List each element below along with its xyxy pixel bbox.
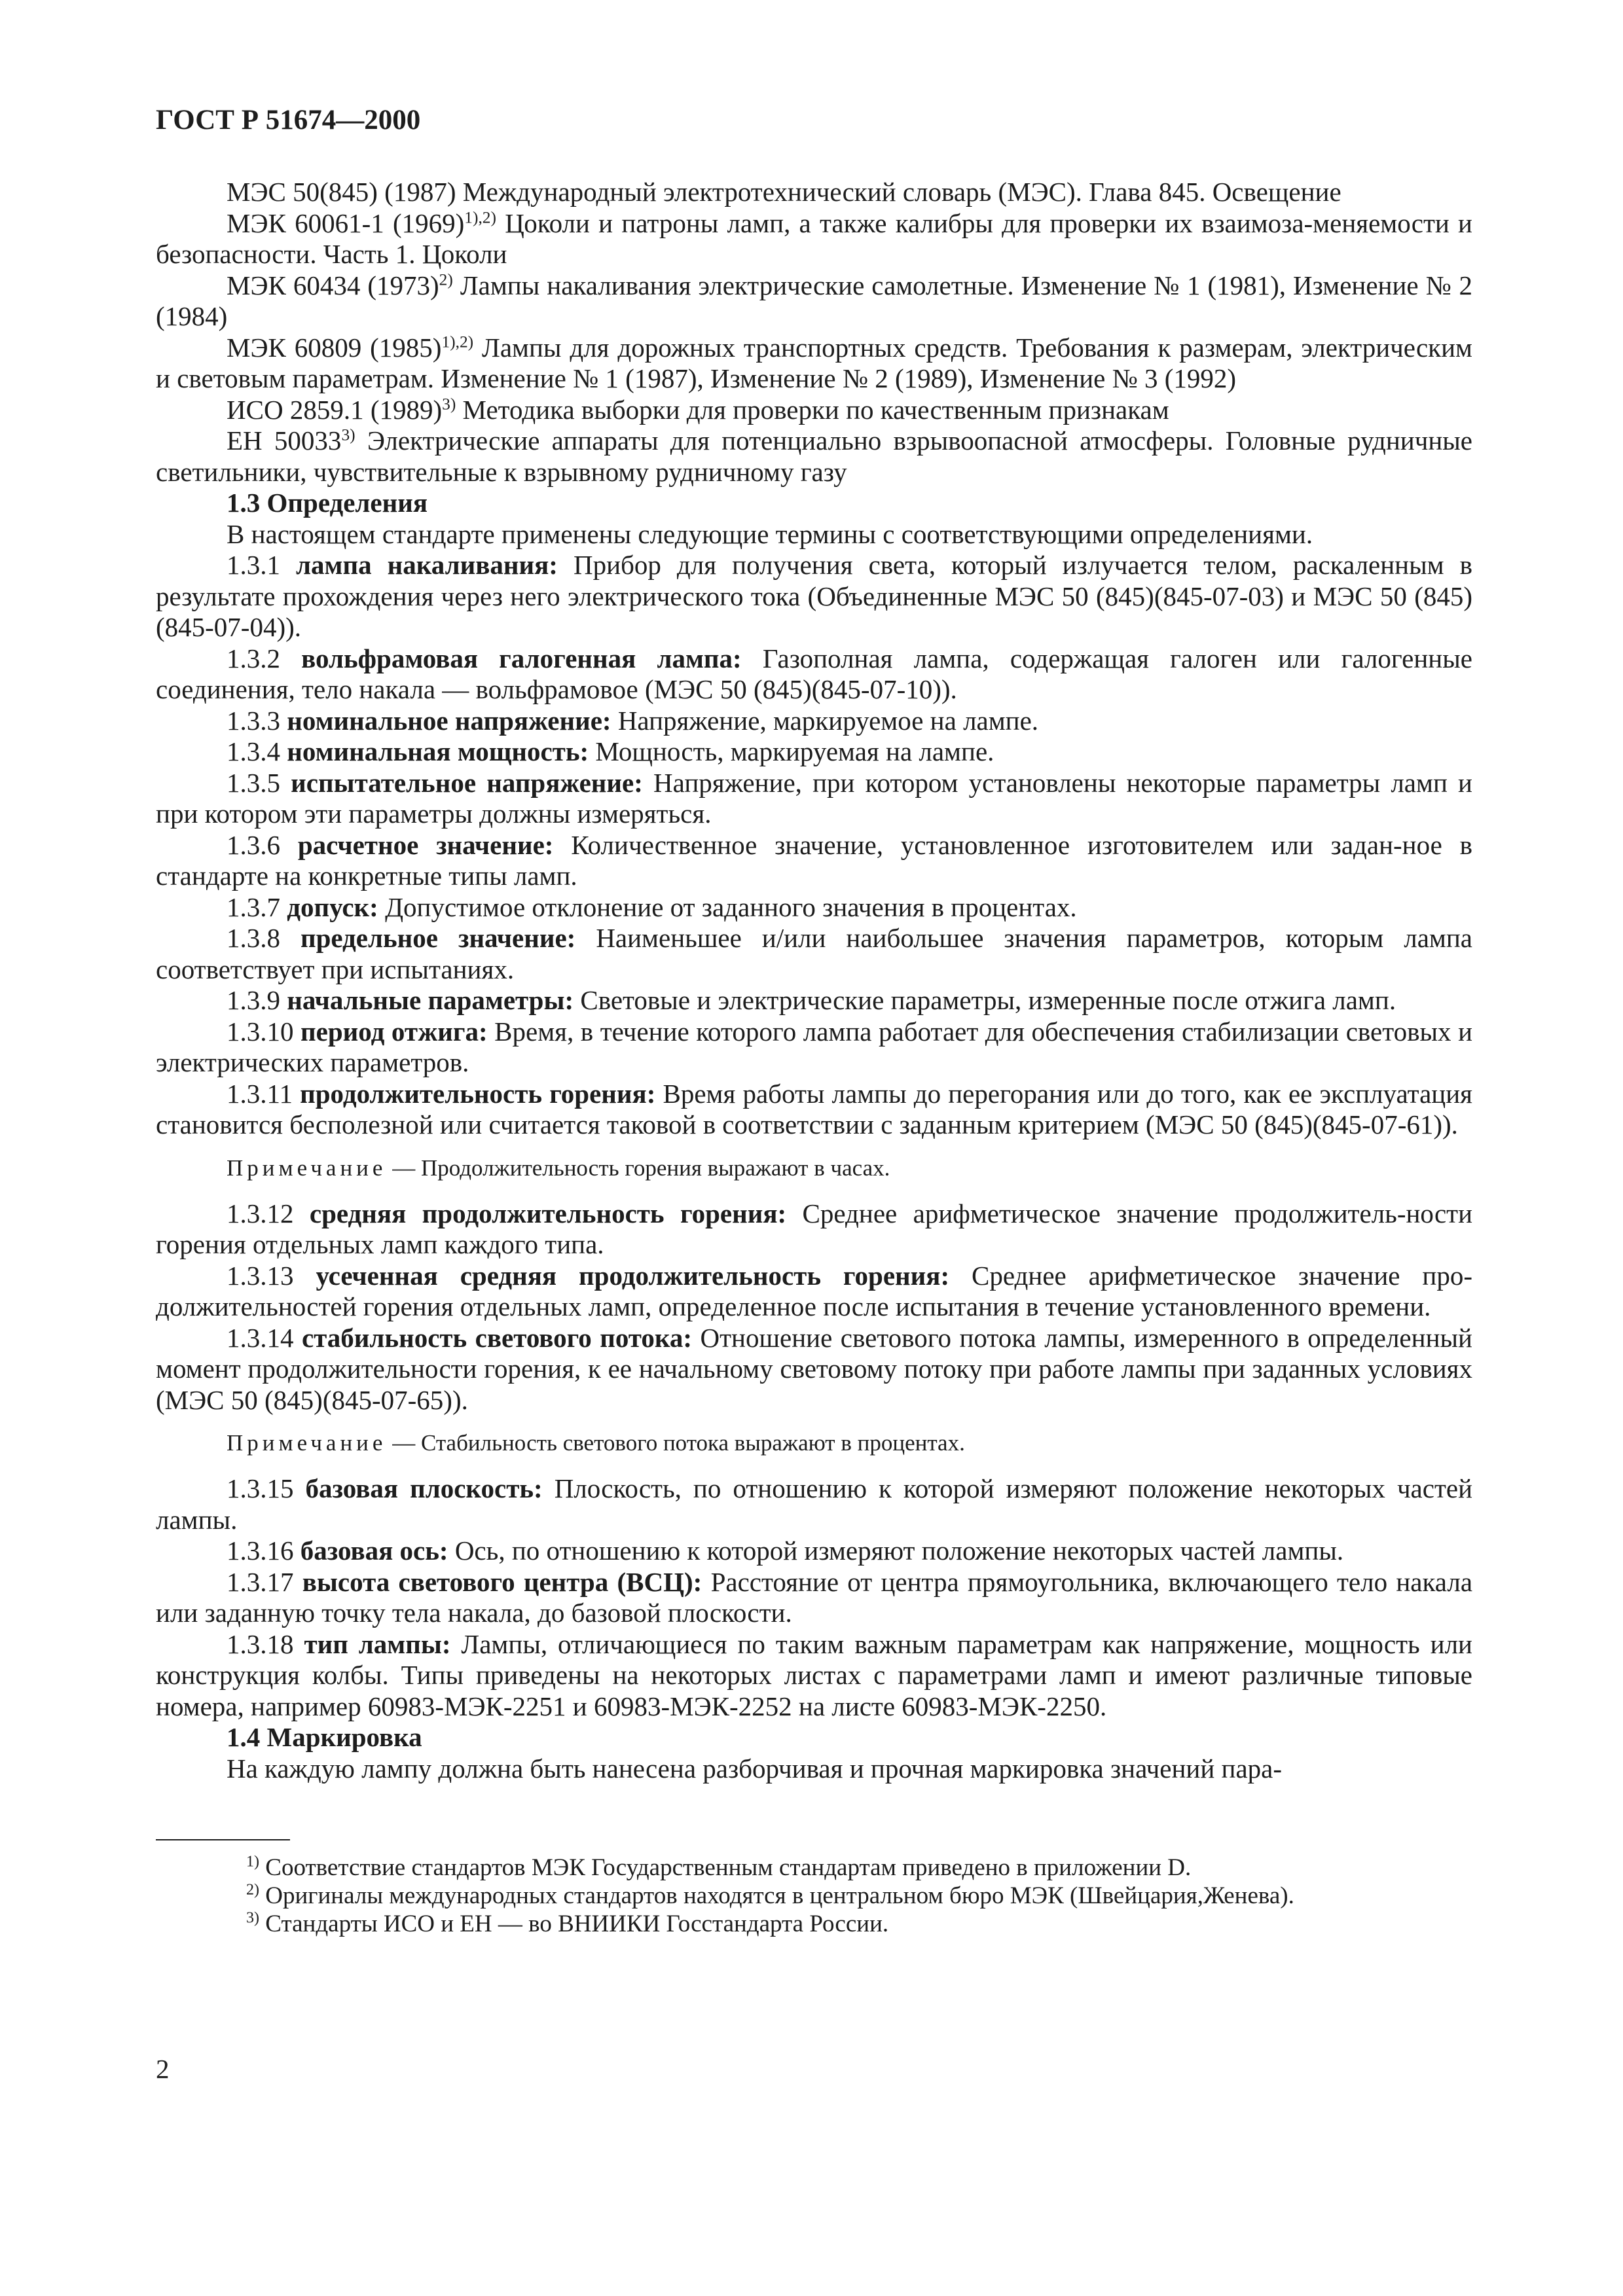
definition-text: Время, в течение которого лампа работает для обеспечения стабилизации световых и электрических параметров. bbox=[156, 1016, 1473, 1077]
definition-term: базовая ось: bbox=[300, 1535, 448, 1566]
reference-code: МЭК 60061-1 (1969) bbox=[227, 207, 465, 238]
definition-term: допуск: bbox=[287, 891, 378, 922]
definition-text: Среднее арифметическое значение про-должительностей горения отдельных ламп, определенное после испытания в течение установленного времени. bbox=[156, 1260, 1473, 1321]
definition-term: расчетное значение: bbox=[297, 829, 554, 860]
footnote-text: Стандарты ИСО и ЕН — во ВНИИКИ Госстандарта России. bbox=[259, 1910, 889, 1937]
definition-item bbox=[156, 923, 1472, 985]
reference-code: МЭС 50(845) (1987) bbox=[227, 177, 456, 207]
definition-item bbox=[156, 1629, 1472, 1723]
section-text: На каждую лампу должна быть нанесена разборчивая и прочная маркировка значений пара- bbox=[227, 1753, 1283, 1784]
definition-number: 1.3.10 bbox=[227, 1016, 294, 1047]
definition-item bbox=[156, 1261, 1472, 1323]
definition-number: 1.3.16 bbox=[227, 1535, 294, 1566]
definition-term: испытательное напряжение: bbox=[291, 767, 643, 798]
footnote-mark: 3) bbox=[246, 1909, 260, 1927]
note bbox=[156, 1429, 1472, 1458]
definition-term: предельное значение: bbox=[300, 923, 576, 953]
definition-item bbox=[156, 1567, 1472, 1629]
definition-text: Время работы лампы до перегорания или до того, как ее эксплуатация становится бесполезной или считается таковой в соответствии с заданным критерием (МЭС 50 (845)(845-07-61)). bbox=[156, 1078, 1473, 1139]
definition-item bbox=[156, 1016, 1472, 1079]
definition-text: Лампы, отличающиеся по таким важным параметрам как напряжение, мощность или конструкция колбы. Типы приведены на некоторых листах с параметрами ламп и имеют различные типовые номера, например 60983-МЭК-2251 и 60983-МЭК-2252 на листе 60983-МЭК-2250. bbox=[156, 1628, 1472, 1721]
definition-item bbox=[156, 830, 1472, 892]
definition-term: стабильность светового потока: bbox=[301, 1322, 693, 1353]
definition-number: 1.3.15 bbox=[227, 1473, 294, 1503]
reference-code: ИСО 2859.1 (1989) bbox=[227, 394, 443, 425]
reference-title: Цоколи и патроны ламп, а также калибры для проверки их взаимоза-меняемости и безопасности. Часть 1. Цоколи bbox=[156, 207, 1472, 269]
reference-item bbox=[156, 270, 1472, 332]
definition-item bbox=[156, 1323, 1472, 1416]
reference-item bbox=[156, 177, 1472, 208]
footnote bbox=[156, 1854, 1472, 1882]
definition-number: 1.3.18 bbox=[227, 1628, 294, 1659]
footnote-text: Оригиналы международных стандартов находятся в центральном бюро МЭК (Швейцария,Женева). bbox=[259, 1882, 1294, 1909]
definition-term: усеченная средняя продолжительность горения: bbox=[316, 1260, 950, 1291]
definition-number: 1.3.9 bbox=[227, 985, 280, 1015]
footnote-ref: 1),2) bbox=[441, 332, 474, 351]
reference-title: Международный электротехнический словарь (МЭС). Глава 845. Освещение bbox=[456, 177, 1341, 207]
definition-item bbox=[156, 985, 1472, 1016]
definition-number: 1.3.17 bbox=[227, 1566, 294, 1597]
definition-item bbox=[156, 550, 1472, 643]
definition-text: Отношение светового потока лампы, измеренного в определенный момент продолжительности горения, к ее начальному световому потоку при работе лампы при заданных условиях (МЭС 50 (845)(845-07-65)). bbox=[156, 1322, 1472, 1415]
section-heading: 1.3 Определения bbox=[227, 488, 428, 518]
footnote bbox=[156, 1882, 1472, 1910]
references-list bbox=[156, 177, 1472, 488]
definition-term: средняя продолжительность горения: bbox=[309, 1198, 787, 1229]
section-heading: 1.4 Маркировка bbox=[227, 1722, 422, 1752]
reference-item bbox=[156, 395, 1472, 426]
footnote-text: Соответствие стандартов МЭК Государственным стандартам приведено в приложении D. bbox=[259, 1854, 1192, 1881]
definitions-list bbox=[156, 550, 1472, 1722]
definition-term: период отжига: bbox=[301, 1016, 488, 1047]
note-text: — Продолжительность горения выражают в часах. bbox=[386, 1155, 890, 1181]
definition-term: номинальная мощность: bbox=[287, 736, 589, 766]
definition-number: 1.3.4 bbox=[227, 736, 280, 766]
definition-item bbox=[156, 768, 1472, 830]
reference-code: МЭК 60809 (1985) bbox=[227, 332, 442, 363]
definition-text: Напряжение, маркируемое на лампе. bbox=[611, 705, 1039, 736]
definition-item bbox=[156, 892, 1472, 924]
definition-term: продолжительность горения: bbox=[300, 1078, 656, 1109]
definition-item bbox=[156, 1473, 1472, 1535]
footnote-ref: 2) bbox=[439, 270, 453, 289]
reference-code: ЕН 50033 bbox=[227, 425, 342, 456]
note-text: — Стабильность светового потока выражают в процентах. bbox=[386, 1430, 965, 1456]
reference-title: Электрические аппараты для потенциально взрывоопасной атмосферы. Головные рудничные светильники, чувствительные к взрывному рудничному газу bbox=[156, 425, 1473, 487]
document-header: ГОСТ Р 51674—2000 bbox=[156, 105, 421, 135]
definition-number: 1.3.6 bbox=[227, 829, 280, 860]
reference-item bbox=[156, 425, 1472, 488]
definition-text: Плоскость, по отношению к которой измеряют положение некоторых частей лампы. bbox=[156, 1473, 1473, 1535]
definition-term: тип лампы: bbox=[304, 1628, 451, 1659]
footnote-ref: 3) bbox=[442, 394, 456, 413]
note bbox=[156, 1154, 1472, 1183]
definition-text: Расстояние от центра прямоугольника, включающего тело накала или заданную точку тела накала, до базовой плоскости. bbox=[156, 1566, 1473, 1628]
definition-number: 1.3.11 bbox=[227, 1078, 293, 1109]
definition-number: 1.3.1 bbox=[227, 550, 280, 580]
definition-text: Наименьшее и/или наибольшее значения параметров, которым лампа соответствует при испытаниях. bbox=[156, 923, 1472, 984]
definition-number: 1.3.12 bbox=[227, 1198, 294, 1229]
definition-text: Среднее арифметическое значение продолжитель-ности горения отдельных ламп каждого типа. bbox=[156, 1198, 1473, 1259]
footnote-mark: 2) bbox=[246, 1881, 260, 1899]
definition-item bbox=[156, 706, 1472, 737]
definition-text: Газополная лампа, содержащая галоген или галогенные соединения, тело накала — вольфрамовое (МЭС 50 (845)(845-07-10)). bbox=[156, 643, 1472, 704]
footnotes bbox=[156, 1854, 1472, 1938]
definition-term: начальные параметры: bbox=[287, 985, 574, 1015]
reference-title: Методика выборки для проверки по качественным признакам bbox=[456, 394, 1169, 425]
definition-number: 1.3.14 bbox=[227, 1322, 294, 1353]
reference-title: Лампы накаливания электрические самолетные. Изменение № 1 (1981), Изменение № 2 (1984) bbox=[156, 270, 1472, 331]
definition-text: Напряжение, при котором установлены некоторые параметры ламп и при котором эти параметры должны измеряться. bbox=[156, 767, 1473, 829]
note-label: Примечание bbox=[227, 1155, 387, 1181]
definition-number: 1.3.13 bbox=[227, 1260, 294, 1291]
section-intro: В настоящем стандарте применены следующие термины с соответствующими определениями. bbox=[227, 518, 1313, 549]
footnote-ref: 1),2) bbox=[464, 207, 496, 226]
definition-item bbox=[156, 643, 1472, 706]
definition-text: Прибор для получения света, который излучается телом, раскаленным в результате прохождения через него электрического тока (Объединенные МЭС 50 (845)(845-07-03) и МЭС 50 (845)(845-07-04)). bbox=[156, 550, 1472, 642]
definition-item bbox=[156, 1198, 1472, 1261]
definition-term: вольфрамовая галогенная лампа: bbox=[301, 643, 742, 673]
definition-number: 1.3.2 bbox=[227, 643, 280, 673]
reference-title: Лампы для дорожных транспортных средств. Требования к размерам, электрическим и световым параметрам. Изменение № 1 (1987), Изменение № 2 (1989), Изменение № 3 (1992) bbox=[156, 332, 1472, 393]
definition-item bbox=[156, 1535, 1472, 1567]
reference-code: МЭК 60434 (1973) bbox=[227, 270, 439, 300]
definition-number: 1.3.7 bbox=[227, 891, 280, 922]
footnote bbox=[156, 1910, 1472, 1938]
footnote-ref: 3) bbox=[341, 425, 356, 444]
definition-number: 1.3.3 bbox=[227, 705, 280, 736]
definition-term: высота светового центра (ВСЦ): bbox=[302, 1566, 702, 1597]
definition-number: 1.3.5 bbox=[227, 767, 280, 798]
reference-item bbox=[156, 332, 1472, 395]
definition-number: 1.3.8 bbox=[227, 923, 280, 953]
footnote-mark: 1) bbox=[246, 1853, 260, 1871]
note-label: Примечание bbox=[227, 1430, 387, 1456]
definition-item bbox=[156, 736, 1472, 768]
definition-term: базовая плоскость: bbox=[305, 1473, 543, 1503]
definition-item bbox=[156, 1079, 1472, 1141]
definition-text: Мощность, маркируемая на лампе. bbox=[589, 736, 994, 766]
definition-term: лампа накаливания: bbox=[296, 550, 558, 580]
reference-item bbox=[156, 208, 1472, 270]
definition-text: Световые и электрические параметры, измеренные после отжига ламп. bbox=[574, 985, 1396, 1015]
definition-text: Ось, по отношению к которой измеряют положение некоторых частей лампы. bbox=[448, 1535, 1344, 1566]
definition-text: Количественное значение, установленное изготовителем или задан-ное в стандарте на конкретные типы ламп. bbox=[156, 829, 1472, 891]
definition-term: номинальное напряжение: bbox=[287, 705, 611, 736]
footnote-divider bbox=[156, 1839, 290, 1840]
page-number: 2 bbox=[156, 2054, 170, 2084]
definition-text: Допустимое отклонение от заданного значения в процентах. bbox=[378, 891, 1077, 922]
